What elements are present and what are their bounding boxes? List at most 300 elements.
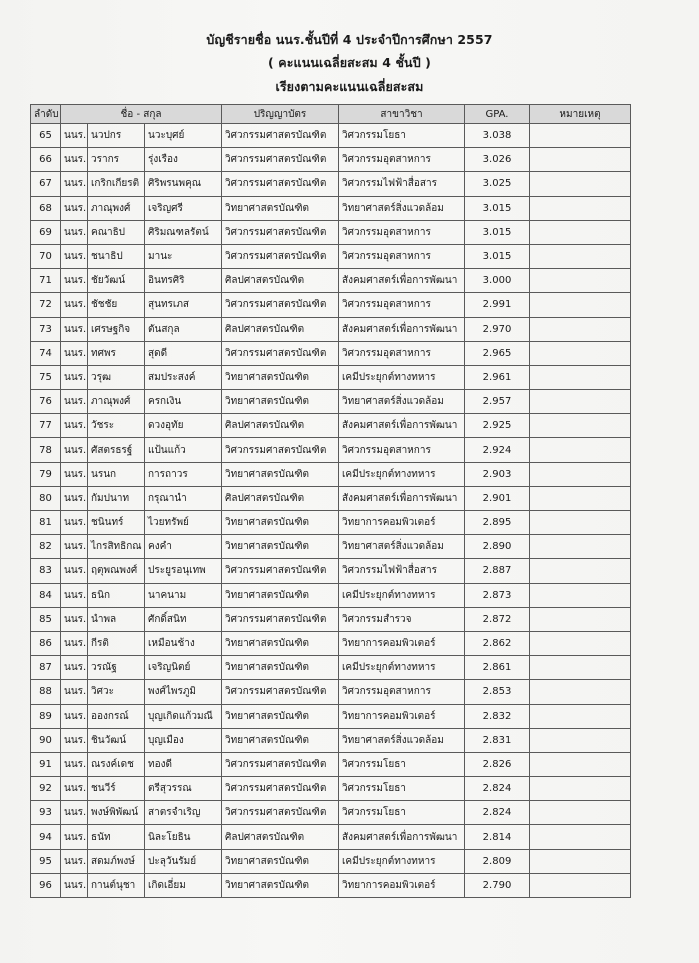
table-row (31, 511, 631, 535)
cell-prefix: นนร. (61, 390, 88, 414)
cell-degree: วิทยาศาสตรบัณฑิต (222, 390, 339, 414)
cell-last-name: ศิริมณฑลรัตน์ (145, 220, 222, 244)
cell-gpa: 3.000 (465, 269, 530, 293)
header-name: ชื่อ - สกุล (61, 105, 222, 124)
cell-last-name: กรุณานำ (145, 486, 222, 510)
cell-remark (530, 124, 631, 148)
cell-rank: 86 (31, 631, 61, 655)
cell-gpa: 3.015 (465, 244, 530, 268)
cell-prefix: นนร. (61, 704, 88, 728)
cell-degree: วิศวกรรมศาสตรบัณฑิต (222, 680, 339, 704)
cell-prefix: นนร. (61, 148, 88, 172)
cell-major: วิศวกรรมไฟฟ้าสื่อสาร (339, 172, 465, 196)
cell-major: วิทยาการคอมพิวเตอร์ (339, 704, 465, 728)
cell-remark (530, 801, 631, 825)
cell-last-name: ศักดิ์สนิท (145, 607, 222, 631)
cell-first-name: ภาณุพงศ์ (88, 196, 145, 220)
cell-first-name: ณรงค์เดช (88, 752, 145, 776)
cell-last-name: บุญเกิดแก้วมณี (145, 704, 222, 728)
cell-rank: 92 (31, 777, 61, 801)
cell-first-name: นรนก (88, 462, 145, 486)
table-row (31, 196, 631, 220)
cell-degree: วิศวกรรมศาสตรบัณฑิต (222, 607, 339, 631)
cell-first-name: วรณัฐ (88, 656, 145, 680)
cell-last-name: การถาวร (145, 462, 222, 486)
cell-degree: วิทยาศาสตรบัณฑิต (222, 462, 339, 486)
cell-first-name: สดมภ์พงษ์ (88, 849, 145, 873)
cell-first-name: ชัชชัย (88, 293, 145, 317)
cell-rank: 84 (31, 583, 61, 607)
cell-major: วิทยาการคอมพิวเตอร์ (339, 631, 465, 655)
cell-last-name: ประยูรอนุเทพ (145, 559, 222, 583)
cell-first-name: ธนัท (88, 825, 145, 849)
table-row (31, 438, 631, 462)
table-row (31, 607, 631, 631)
cell-major: วิทยาศาสตร์สิ่งแวดล้อม (339, 728, 465, 752)
cell-first-name: ไกรสิทธิกณ (88, 535, 145, 559)
cell-prefix: นนร. (61, 535, 88, 559)
cell-first-name: วรุฒ (88, 365, 145, 389)
cell-remark (530, 462, 631, 486)
cell-degree: วิศวกรรมศาสตรบัณฑิต (222, 220, 339, 244)
cell-prefix: นนร. (61, 607, 88, 631)
cell-rank: 77 (31, 414, 61, 438)
cell-degree: วิทยาศาสตรบัณฑิต (222, 656, 339, 680)
cell-remark (530, 535, 631, 559)
cell-last-name: ตรีสุวรรณ (145, 777, 222, 801)
table-header-row (31, 105, 631, 124)
cell-major: สังคมศาสตร์เพื่อการพัฒนา (339, 414, 465, 438)
cell-last-name: ไวยทรัพย์ (145, 511, 222, 535)
cell-remark (530, 777, 631, 801)
cell-major: วิทยาการคอมพิวเตอร์ (339, 873, 465, 897)
cell-last-name: ทองดี (145, 752, 222, 776)
cell-degree: ศิลปศาสตรบัณฑิต (222, 414, 339, 438)
cell-gpa: 3.015 (465, 220, 530, 244)
document-subtitle: ( คะแนนเฉลี่ยสะสม 4 ชั้นปี ) (268, 55, 431, 70)
cell-degree: วิศวกรรมศาสตรบัณฑิต (222, 148, 339, 172)
cell-degree: วิศวกรรมศาสตรบัณฑิต (222, 293, 339, 317)
cell-prefix: นนร. (61, 631, 88, 655)
header-major: สาขาวิชา (339, 105, 465, 124)
cell-first-name: นวปกร (88, 124, 145, 148)
cell-remark (530, 873, 631, 897)
cell-first-name: กีรติ (88, 631, 145, 655)
cell-rank: 82 (31, 535, 61, 559)
cell-rank: 73 (31, 317, 61, 341)
cell-first-name: ชนวีร์ (88, 777, 145, 801)
cell-rank: 69 (31, 220, 61, 244)
cell-major: สังคมศาสตร์เพื่อการพัฒนา (339, 269, 465, 293)
cell-last-name: เจริญนิตย์ (145, 656, 222, 680)
cell-remark (530, 244, 631, 268)
cell-gpa: 2.826 (465, 752, 530, 776)
cell-first-name: ศัสตรธรฐ์ (88, 438, 145, 462)
cell-gpa: 2.901 (465, 486, 530, 510)
cell-last-name: เกิดเอี่ยม (145, 873, 222, 897)
cell-last-name: นาคนาม (145, 583, 222, 607)
cell-remark (530, 486, 631, 510)
cell-remark (530, 438, 631, 462)
cell-rank: 81 (31, 511, 61, 535)
table-row (31, 777, 631, 801)
cell-gpa: 2.887 (465, 559, 530, 583)
cell-degree: ศิลปศาสตรบัณฑิต (222, 317, 339, 341)
cell-remark (530, 414, 631, 438)
cell-major: วิทยาการคอมพิวเตอร์ (339, 511, 465, 535)
cell-gpa: 2.925 (465, 414, 530, 438)
cell-major: วิศวกรรมอุตสาหการ (339, 438, 465, 462)
cell-prefix: นนร. (61, 317, 88, 341)
cell-prefix: นนร. (61, 559, 88, 583)
cell-remark (530, 341, 631, 365)
cell-gpa: 2.809 (465, 849, 530, 873)
table-row (31, 801, 631, 825)
cell-last-name: นวะบุศย์ (145, 124, 222, 148)
cell-prefix: นนร. (61, 124, 88, 148)
cell-remark (530, 559, 631, 583)
cell-rank: 75 (31, 365, 61, 389)
cell-rank: 67 (31, 172, 61, 196)
cell-first-name: อองกรณ์ (88, 704, 145, 728)
cell-first-name: กัมปนาท (88, 486, 145, 510)
cell-prefix: นนร. (61, 414, 88, 438)
cell-degree: วิศวกรรมศาสตรบัณฑิต (222, 124, 339, 148)
cell-remark (530, 704, 631, 728)
cell-degree: วิทยาศาสตรบัณฑิต (222, 849, 339, 873)
cell-first-name: ทศพร (88, 341, 145, 365)
cell-degree: วิทยาศาสตรบัณฑิต (222, 511, 339, 535)
cell-rank: 80 (31, 486, 61, 510)
cell-degree: วิทยาศาสตรบัณฑิต (222, 583, 339, 607)
table-row (31, 124, 631, 148)
cell-degree: ศิลปศาสตรบัณฑิต (222, 269, 339, 293)
cell-rank: 85 (31, 607, 61, 631)
cell-first-name: คณาธิป (88, 220, 145, 244)
cell-prefix: นนร. (61, 849, 88, 873)
cell-last-name: สุดดี (145, 341, 222, 365)
cell-prefix: นนร. (61, 293, 88, 317)
cell-prefix: นนร. (61, 752, 88, 776)
cell-gpa: 2.924 (465, 438, 530, 462)
cell-major: วิทยาศาสตร์สิ่งแวดล้อม (339, 390, 465, 414)
cell-remark (530, 148, 631, 172)
cell-prefix: นนร. (61, 196, 88, 220)
cell-remark (530, 390, 631, 414)
table-body (31, 124, 631, 898)
cell-rank: 94 (31, 825, 61, 849)
cell-major: วิศวกรรมอุตสาหการ (339, 293, 465, 317)
cell-prefix: นนร. (61, 486, 88, 510)
cell-gpa: 2.861 (465, 656, 530, 680)
cell-gpa: 2.824 (465, 777, 530, 801)
cell-major: วิศวกรรมอุตสาหการ (339, 148, 465, 172)
cell-remark (530, 365, 631, 389)
cell-rank: 70 (31, 244, 61, 268)
cell-major: วิศวกรรมสำรวจ (339, 607, 465, 631)
cell-remark (530, 511, 631, 535)
cell-remark (530, 752, 631, 776)
cell-rank: 96 (31, 873, 61, 897)
table-row (31, 390, 631, 414)
cell-major: เคมีประยุกต์ทางทหาร (339, 849, 465, 873)
cell-last-name: ตันสกุล (145, 317, 222, 341)
cell-prefix: นนร. (61, 873, 88, 897)
table-row (31, 873, 631, 897)
cell-gpa: 2.872 (465, 607, 530, 631)
cell-gpa: 2.790 (465, 873, 530, 897)
student-gpa-table (30, 104, 631, 898)
cell-rank: 83 (31, 559, 61, 583)
cell-rank: 74 (31, 341, 61, 365)
cell-remark (530, 293, 631, 317)
cell-rank: 72 (31, 293, 61, 317)
cell-rank: 79 (31, 462, 61, 486)
cell-major: วิศวกรรมไฟฟ้าสื่อสาร (339, 559, 465, 583)
cell-rank: 65 (31, 124, 61, 148)
cell-gpa: 2.814 (465, 825, 530, 849)
cell-gpa: 2.862 (465, 631, 530, 655)
table-row (31, 148, 631, 172)
cell-first-name: เศรษฐกิจ (88, 317, 145, 341)
cell-gpa: 2.853 (465, 680, 530, 704)
document-sort-note: เรียงตามคะแนนเฉลี่ยสะสม (275, 79, 424, 94)
cell-prefix: นนร. (61, 220, 88, 244)
table-row (31, 293, 631, 317)
cell-first-name: วิศวะ (88, 680, 145, 704)
cell-last-name: นิละโยธิน (145, 825, 222, 849)
cell-remark (530, 656, 631, 680)
cell-remark (530, 269, 631, 293)
cell-remark (530, 220, 631, 244)
cell-first-name: ธนิก (88, 583, 145, 607)
table-row (31, 414, 631, 438)
cell-remark (530, 728, 631, 752)
cell-last-name: เหมือนช้าง (145, 631, 222, 655)
cell-major: วิศวกรรมอุตสาหการ (339, 680, 465, 704)
cell-first-name: ภาณุพงศ์ (88, 390, 145, 414)
cell-last-name: แป้นแก้ว (145, 438, 222, 462)
table-row (31, 462, 631, 486)
cell-last-name: สมประสงค์ (145, 365, 222, 389)
cell-rank: 68 (31, 196, 61, 220)
cell-major: สังคมศาสตร์เพื่อการพัฒนา (339, 317, 465, 341)
cell-gpa: 3.025 (465, 172, 530, 196)
cell-rank: 91 (31, 752, 61, 776)
cell-first-name: ชนินทร์ (88, 511, 145, 535)
table-row (31, 704, 631, 728)
cell-prefix: นนร. (61, 511, 88, 535)
header-degree: ปริญญาบัตร (222, 105, 339, 124)
cell-degree: วิทยาศาสตรบัณฑิต (222, 704, 339, 728)
cell-prefix: นนร. (61, 269, 88, 293)
header-remark: หมายเหตุ (530, 105, 631, 124)
table-row (31, 244, 631, 268)
table-row (31, 583, 631, 607)
cell-first-name: เกริกเกียรติ (88, 172, 145, 196)
cell-degree: วิทยาศาสตรบัณฑิต (222, 365, 339, 389)
cell-remark (530, 825, 631, 849)
cell-prefix: นนร. (61, 680, 88, 704)
cell-rank: 78 (31, 438, 61, 462)
cell-gpa: 2.895 (465, 511, 530, 535)
cell-prefix: นนร. (61, 244, 88, 268)
cell-gpa: 2.991 (465, 293, 530, 317)
cell-last-name: ศิริพรนพคุณ (145, 172, 222, 196)
cell-last-name: ครกเงิน (145, 390, 222, 414)
cell-prefix: นนร. (61, 728, 88, 752)
cell-gpa: 2.957 (465, 390, 530, 414)
cell-degree: วิศวกรรมศาสตรบัณฑิต (222, 172, 339, 196)
cell-first-name: พงษ์พิพัฒน์ (88, 801, 145, 825)
cell-first-name: ชินวัฒน์ (88, 728, 145, 752)
cell-prefix: นนร. (61, 438, 88, 462)
cell-last-name: ปะลุวันรัมย์ (145, 849, 222, 873)
cell-last-name: บุญเมือง (145, 728, 222, 752)
cell-gpa: 2.903 (465, 462, 530, 486)
table-row (31, 825, 631, 849)
cell-major: วิศวกรรมโยธา (339, 801, 465, 825)
cell-degree: วิศวกรรมศาสตรบัณฑิต (222, 752, 339, 776)
cell-first-name: กานต์นุชา (88, 873, 145, 897)
cell-first-name: ฤตุพณพงศ์ (88, 559, 145, 583)
cell-last-name: มานะ (145, 244, 222, 268)
cell-first-name: วัชระ (88, 414, 145, 438)
cell-major: สังคมศาสตร์เพื่อการพัฒนา (339, 486, 465, 510)
cell-prefix: นนร. (61, 172, 88, 196)
table-row (31, 220, 631, 244)
cell-degree: วิศวกรรมศาสตรบัณฑิต (222, 777, 339, 801)
cell-major: เคมีประยุกต์ทางทหาร (339, 656, 465, 680)
cell-prefix: นนร. (61, 825, 88, 849)
cell-degree: วิทยาศาสตรบัณฑิต (222, 873, 339, 897)
table-row (31, 317, 631, 341)
cell-prefix: นนร. (61, 777, 88, 801)
cell-rank: 95 (31, 849, 61, 873)
cell-degree: วิทยาศาสตรบัณฑิต (222, 196, 339, 220)
cell-last-name: รุ่งเรือง (145, 148, 222, 172)
cell-remark (530, 607, 631, 631)
cell-rank: 89 (31, 704, 61, 728)
cell-remark (530, 583, 631, 607)
cell-major: วิทยาศาสตร์สิ่งแวดล้อม (339, 535, 465, 559)
cell-major: วิศวกรรมโยธา (339, 752, 465, 776)
cell-rank: 71 (31, 269, 61, 293)
cell-rank: 76 (31, 390, 61, 414)
table-row (31, 341, 631, 365)
cell-first-name: วรากร (88, 148, 145, 172)
cell-gpa: 2.873 (465, 583, 530, 607)
table-row (31, 728, 631, 752)
cell-gpa: 2.965 (465, 341, 530, 365)
cell-degree: วิศวกรรมศาสตรบัณฑิต (222, 438, 339, 462)
cell-degree: วิทยาศาสตรบัณฑิต (222, 535, 339, 559)
cell-rank: 66 (31, 148, 61, 172)
cell-rank: 88 (31, 680, 61, 704)
cell-remark (530, 631, 631, 655)
header-gpa: GPA. (465, 105, 530, 124)
cell-last-name: อินทรศิริ (145, 269, 222, 293)
cell-prefix: นนร. (61, 656, 88, 680)
cell-first-name: นำพล (88, 607, 145, 631)
table-row (31, 172, 631, 196)
cell-rank: 87 (31, 656, 61, 680)
cell-first-name: ชัยวัฒน์ (88, 269, 145, 293)
cell-last-name: สุนทรเภส (145, 293, 222, 317)
cell-prefix: นนร. (61, 801, 88, 825)
cell-gpa: 2.831 (465, 728, 530, 752)
table-row (31, 559, 631, 583)
cell-prefix: นนร. (61, 365, 88, 389)
cell-degree: ศิลปศาสตรบัณฑิต (222, 486, 339, 510)
document-title: บัญชีรายชื่อ นนร.ชั้นปีที่ 4 ประจำปีการศึกษา 2557 (206, 32, 493, 47)
cell-gpa: 2.824 (465, 801, 530, 825)
cell-degree: วิศวกรรมศาสตรบัณฑิต (222, 559, 339, 583)
cell-degree: วิทยาศาสตรบัณฑิต (222, 728, 339, 752)
cell-prefix: นนร. (61, 462, 88, 486)
cell-rank: 93 (31, 801, 61, 825)
cell-major: เคมีประยุกต์ทางทหาร (339, 583, 465, 607)
table-row (31, 535, 631, 559)
table-row (31, 486, 631, 510)
cell-last-name: ดวงอุทัย (145, 414, 222, 438)
cell-gpa: 2.832 (465, 704, 530, 728)
cell-degree: วิศวกรรมศาสตรบัณฑิต (222, 244, 339, 268)
cell-last-name: คงคำ (145, 535, 222, 559)
table-row (31, 631, 631, 655)
cell-remark (530, 680, 631, 704)
table-row (31, 680, 631, 704)
cell-gpa: 2.961 (465, 365, 530, 389)
cell-prefix: นนร. (61, 341, 88, 365)
cell-gpa: 3.015 (465, 196, 530, 220)
table-row (31, 365, 631, 389)
cell-gpa: 2.970 (465, 317, 530, 341)
cell-major: เคมีประยุกต์ทางทหาร (339, 365, 465, 389)
cell-prefix: นนร. (61, 583, 88, 607)
cell-degree: วิทยาศาสตรบัณฑิต (222, 631, 339, 655)
cell-major: วิทยาศาสตร์สิ่งแวดล้อม (339, 196, 465, 220)
cell-last-name: สาตรจำเริญ (145, 801, 222, 825)
cell-major: วิศวกรรมอุตสาหการ (339, 341, 465, 365)
cell-degree: วิศวกรรมศาสตรบัณฑิต (222, 801, 339, 825)
cell-last-name: เจริญศรี (145, 196, 222, 220)
table-row (31, 849, 631, 873)
cell-remark (530, 196, 631, 220)
header-rank: ลำดับ (31, 105, 61, 124)
cell-major: สังคมศาสตร์เพื่อการพัฒนา (339, 825, 465, 849)
cell-remark (530, 172, 631, 196)
cell-major: วิศวกรรมโยธา (339, 124, 465, 148)
cell-degree: ศิลปศาสตรบัณฑิต (222, 825, 339, 849)
cell-last-name: พงศ์ไพรภูมิ (145, 680, 222, 704)
cell-gpa: 3.026 (465, 148, 530, 172)
cell-gpa: 3.038 (465, 124, 530, 148)
table-row (31, 656, 631, 680)
cell-major: วิศวกรรมอุตสาหการ (339, 244, 465, 268)
cell-first-name: ชนาธิป (88, 244, 145, 268)
cell-major: วิศวกรรมโยธา (339, 777, 465, 801)
cell-gpa: 2.890 (465, 535, 530, 559)
table-row (31, 752, 631, 776)
cell-rank: 90 (31, 728, 61, 752)
cell-remark (530, 849, 631, 873)
cell-remark (530, 317, 631, 341)
cell-degree: วิศวกรรมศาสตรบัณฑิต (222, 341, 339, 365)
cell-major: เคมีประยุกต์ทางทหาร (339, 462, 465, 486)
cell-major: วิศวกรรมอุตสาหการ (339, 220, 465, 244)
table-row (31, 269, 631, 293)
